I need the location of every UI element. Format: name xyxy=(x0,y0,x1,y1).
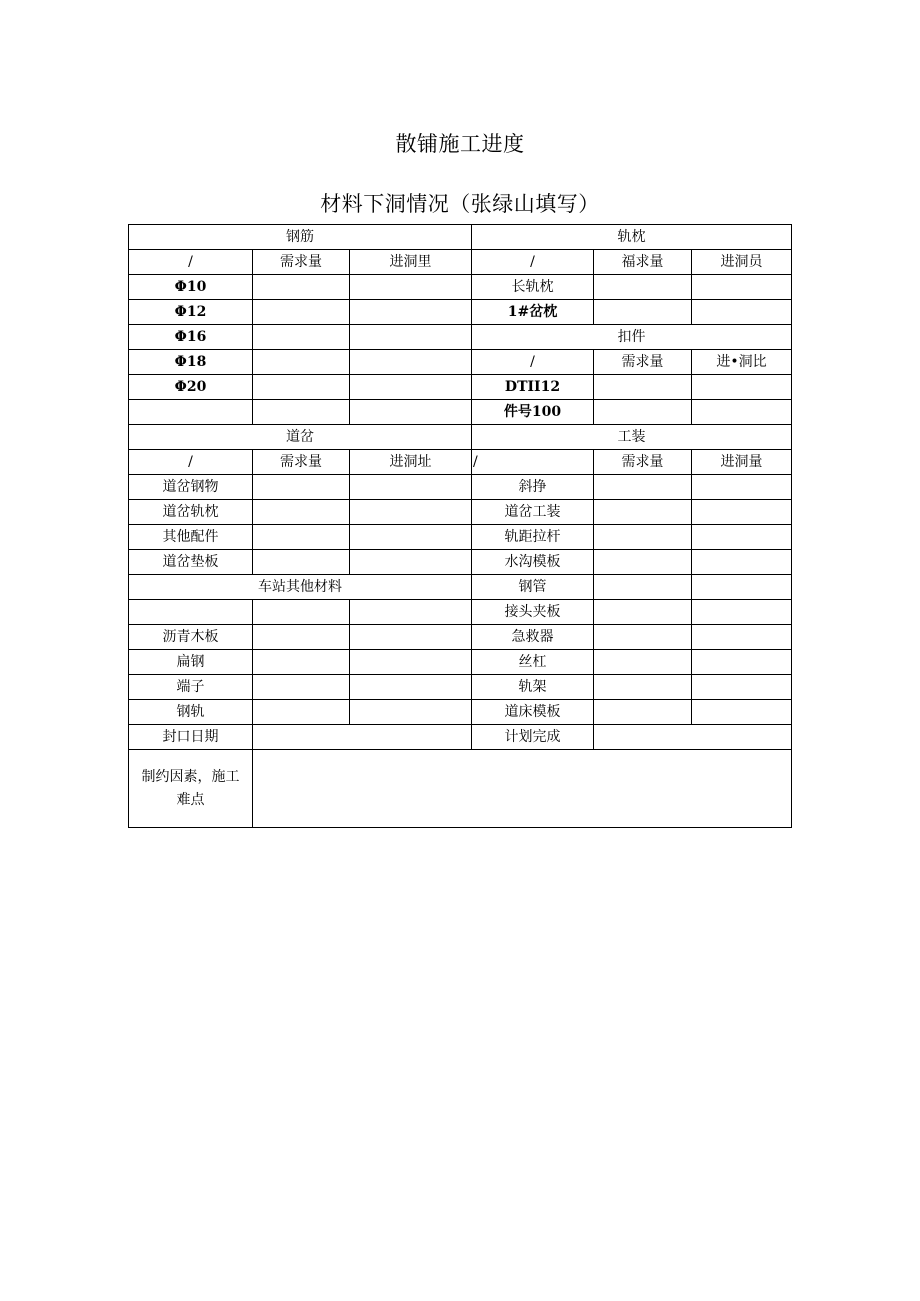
table-cell[interactable] xyxy=(350,625,472,650)
table-cell[interactable] xyxy=(253,675,350,700)
table-row xyxy=(129,675,792,700)
table-cell[interactable] xyxy=(350,700,472,725)
table-row xyxy=(129,400,792,425)
table-cell[interactable] xyxy=(253,525,350,550)
table-cell[interactable] xyxy=(253,600,350,625)
table-cell[interactable] xyxy=(253,650,350,675)
table-cell[interactable] xyxy=(594,400,692,425)
table-row xyxy=(129,350,792,375)
table-cell[interactable] xyxy=(350,475,472,500)
table-row xyxy=(129,425,792,450)
fastener-header: 扣件 xyxy=(472,325,792,350)
steel-col-demand: 需求量 xyxy=(253,250,350,275)
sleeper-col-slash: / xyxy=(472,250,594,275)
sleeper-item: 长轨枕 xyxy=(472,275,594,300)
station-header: 车站其他材料 xyxy=(129,575,472,600)
tooling-item: 急救器 xyxy=(472,625,594,650)
table-row xyxy=(129,375,792,400)
table-cell[interactable] xyxy=(692,575,792,600)
table-cell[interactable] xyxy=(350,600,472,625)
table-cell[interactable] xyxy=(594,475,692,500)
turnout-item: 道岔垫板 xyxy=(129,550,253,575)
table-cell[interactable] xyxy=(253,550,350,575)
table-cell[interactable] xyxy=(594,375,692,400)
tooling-col-in: 进洞量 xyxy=(692,450,792,475)
table-row xyxy=(129,450,792,475)
tooling-item: 钢管 xyxy=(472,575,594,600)
table-cell[interactable] xyxy=(692,675,792,700)
fastener-item: DTII12 xyxy=(472,375,594,400)
table-cell[interactable] xyxy=(350,275,472,300)
turnout-header: 道岔 xyxy=(129,425,472,450)
table-row xyxy=(129,475,792,500)
station-item: 钢轨 xyxy=(129,700,253,725)
table-row xyxy=(129,575,792,600)
material-table xyxy=(128,224,792,828)
tooling-header: 工装 xyxy=(472,425,792,450)
sleeper-col-demand: 福求量 xyxy=(594,250,692,275)
table-cell[interactable] xyxy=(692,650,792,675)
table-cell[interactable] xyxy=(253,275,350,300)
table-cell[interactable] xyxy=(692,550,792,575)
station-item: 沥青木板 xyxy=(129,625,253,650)
table-cell[interactable] xyxy=(692,300,792,325)
table-cell[interactable] xyxy=(253,350,350,375)
fastener-col-demand: 需求量 xyxy=(594,350,692,375)
steel-item: Φ20 xyxy=(129,375,253,400)
table-cell[interactable] xyxy=(594,600,692,625)
table-cell[interactable] xyxy=(253,500,350,525)
table-cell[interactable] xyxy=(350,400,472,425)
table-row xyxy=(129,650,792,675)
steel-col-slash: / xyxy=(129,250,253,275)
table-cell[interactable] xyxy=(253,400,350,425)
tooling-item: 道岔工装 xyxy=(472,500,594,525)
table-row xyxy=(129,250,792,275)
turnout-col-demand: 需求量 xyxy=(253,450,350,475)
table-cell[interactable] xyxy=(253,475,350,500)
steel-item: Φ10 xyxy=(129,275,253,300)
table-cell[interactable] xyxy=(350,300,472,325)
table-cell[interactable] xyxy=(350,550,472,575)
steel-header: 钢筋 xyxy=(129,225,472,250)
table-row xyxy=(129,750,792,828)
table-row xyxy=(129,275,792,300)
tooling-item: 丝杠 xyxy=(472,650,594,675)
table-cell[interactable] xyxy=(253,325,350,350)
table-cell[interactable] xyxy=(692,525,792,550)
table-cell[interactable] xyxy=(350,325,472,350)
turnout-col-in: 进洞址 xyxy=(350,450,472,475)
turnout-col-slash: / xyxy=(129,450,253,475)
table-cell[interactable] xyxy=(594,550,692,575)
sleeper-header: 轨枕 xyxy=(472,225,792,250)
table-cell[interactable] xyxy=(129,400,253,425)
table-cell[interactable] xyxy=(594,500,692,525)
seal-date-label: 封口日期 xyxy=(129,725,253,750)
table-cell[interactable] xyxy=(350,675,472,700)
table-cell[interactable] xyxy=(350,525,472,550)
table-cell[interactable] xyxy=(692,275,792,300)
steel-item: Φ12 xyxy=(129,300,253,325)
table-row xyxy=(129,700,792,725)
table-cell[interactable] xyxy=(692,700,792,725)
tooling-item: 轨架 xyxy=(472,675,594,700)
constraints-label: 制约因素，施工难点 xyxy=(129,750,253,828)
table-cell[interactable] xyxy=(692,400,792,425)
table-cell[interactable] xyxy=(350,500,472,525)
tooling-item: 水沟模板 xyxy=(472,550,594,575)
table-cell[interactable] xyxy=(253,300,350,325)
table-cell[interactable] xyxy=(692,625,792,650)
tooling-col-demand: 需求量 xyxy=(594,450,692,475)
sleeper-item: 1#岔枕 xyxy=(472,300,594,325)
plan-complete-value[interactable] xyxy=(594,725,792,750)
tooling-item: 斜挣 xyxy=(472,475,594,500)
table-cell[interactable] xyxy=(594,625,692,650)
table-row xyxy=(129,600,792,625)
table-cell[interactable] xyxy=(253,375,350,400)
table-cell[interactable] xyxy=(350,350,472,375)
table-cell[interactable] xyxy=(594,650,692,675)
table-cell[interactable] xyxy=(594,300,692,325)
seal-date-value[interactable] xyxy=(253,725,472,750)
table-row xyxy=(129,725,792,750)
turnout-item: 道岔钢物 xyxy=(129,475,253,500)
sleeper-col-in: 进洞员 xyxy=(692,250,792,275)
steel-item: Φ18 xyxy=(129,350,253,375)
plan-complete-label: 计划完成 xyxy=(472,725,594,750)
table-cell[interactable] xyxy=(692,600,792,625)
table-row xyxy=(129,525,792,550)
table-cell[interactable] xyxy=(594,575,692,600)
tooling-col-slash: / xyxy=(472,450,594,475)
fastener-col-in: 进•洞比 xyxy=(692,350,792,375)
table-cell[interactable] xyxy=(594,700,692,725)
table-row xyxy=(129,625,792,650)
page-title: 散铺施工进度 xyxy=(395,132,525,156)
table-row xyxy=(129,550,792,575)
station-item: 端子 xyxy=(129,675,253,700)
table-cell[interactable] xyxy=(594,275,692,300)
turnout-item: 道岔轨枕 xyxy=(129,500,253,525)
table-cell[interactable] xyxy=(692,375,792,400)
steel-item: Φ16 xyxy=(129,325,253,350)
table-cell[interactable] xyxy=(692,500,792,525)
constraints-value[interactable] xyxy=(253,750,792,828)
table-row xyxy=(129,225,792,250)
table-cell[interactable] xyxy=(350,650,472,675)
fastener-item: 件号100 xyxy=(472,400,594,425)
table-row xyxy=(129,325,792,350)
table-cell[interactable] xyxy=(253,625,350,650)
tooling-item: 接头夹板 xyxy=(472,600,594,625)
turnout-item: 其他配件 xyxy=(129,525,253,550)
table-cell[interactable] xyxy=(129,600,253,625)
table-cell[interactable] xyxy=(692,475,792,500)
table-cell[interactable] xyxy=(594,675,692,700)
table-cell[interactable] xyxy=(594,525,692,550)
page-subtitle: 材料下洞情况（张绿山填写） xyxy=(320,192,600,216)
table-cell[interactable] xyxy=(253,700,350,725)
station-item: 扁钢 xyxy=(129,650,253,675)
steel-col-in: 进洞里 xyxy=(350,250,472,275)
tooling-item: 道床模板 xyxy=(472,700,594,725)
tooling-item: 轨距拉杆 xyxy=(472,525,594,550)
table-row xyxy=(129,300,792,325)
table-cell[interactable] xyxy=(350,375,472,400)
table-row xyxy=(129,500,792,525)
fastener-col-slash: / xyxy=(472,350,594,375)
